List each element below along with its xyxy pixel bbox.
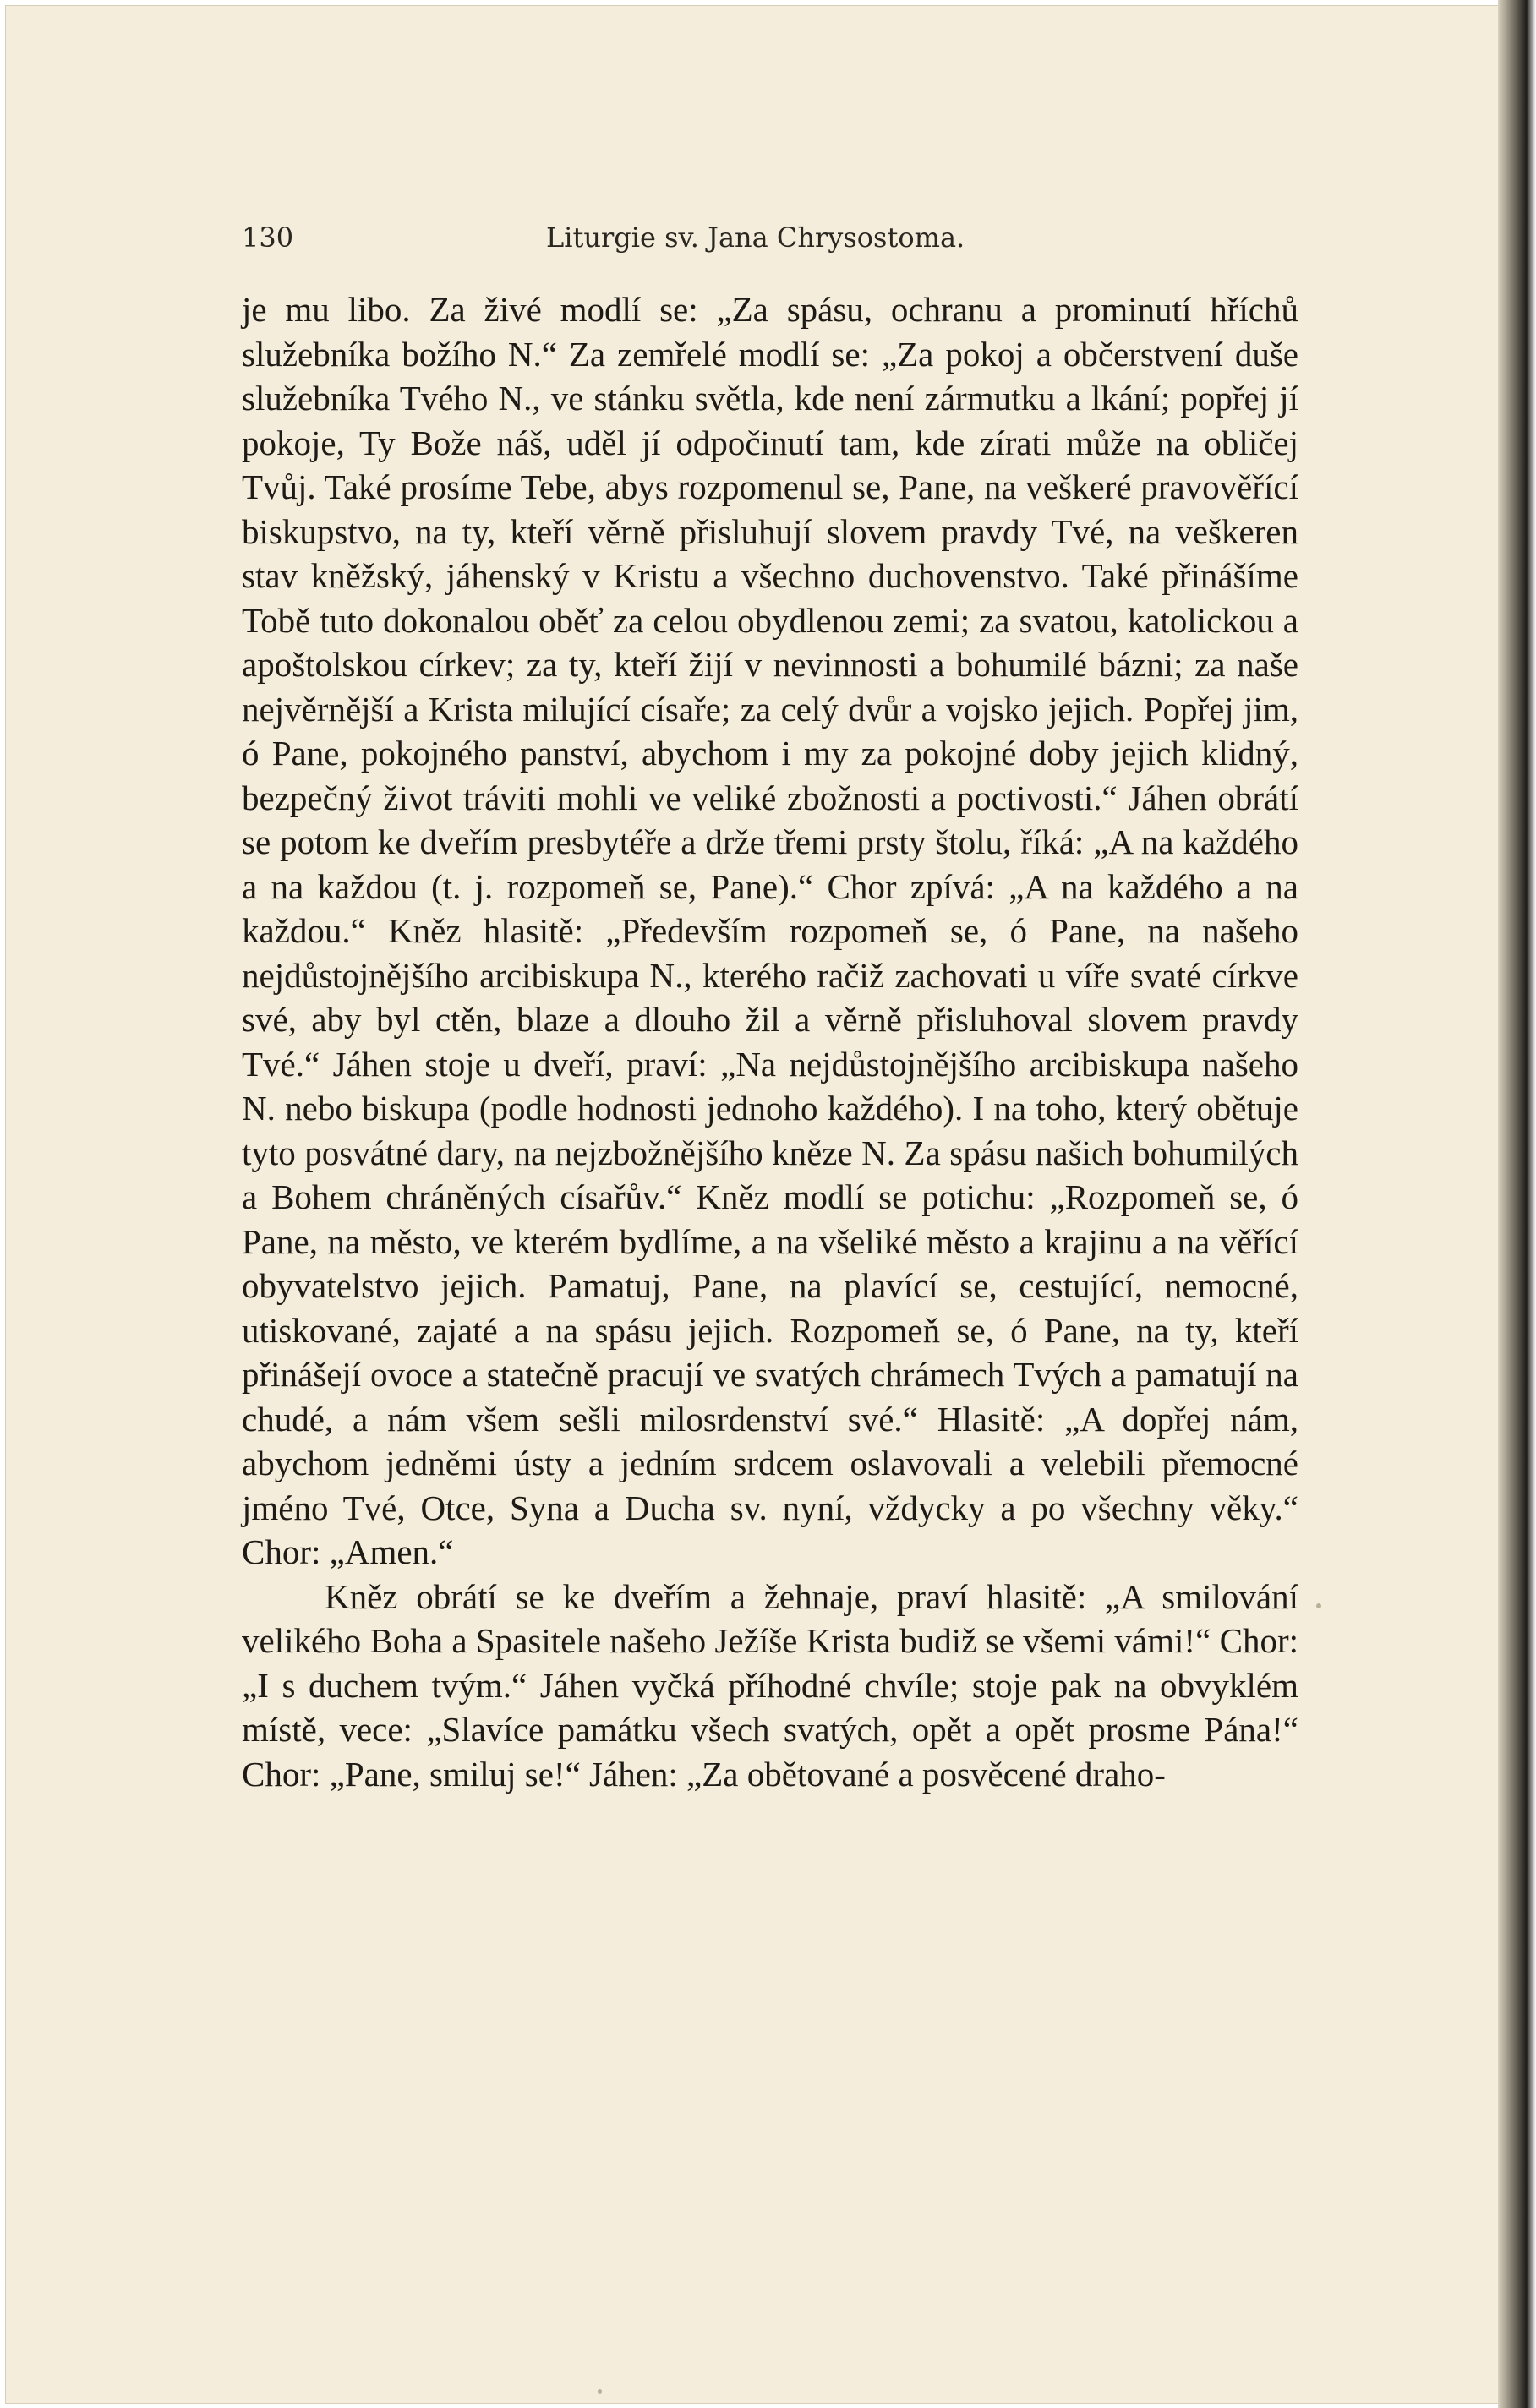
paper-speck: [1316, 1603, 1321, 1608]
book-binding-edge: [1498, 0, 1536, 2408]
paragraph: Kněz obrátí se ke dveřím a žehnaje, praví hlasitě: „A smilování velikého Boha a Spasitele našeho Ježíše Krista budiž se všemi vámi!“ Chor: „I s duchem tvým.“ Jáhen vyčká příhodné chvíle; stoje pak na obvyklém místě, vece: „Slavíce památku všech svatých, opět a opět prosme Pána!“ Chor: „Pane, smiluj se!“ Jáhen: „Za obětované a posvěcené draho-: [242, 1576, 1298, 1794]
paper-speck: [598, 2389, 602, 2394]
paragraph: je mu libo. Za živé modlí se: „Za spásu, ochranu a prominutí hříchů služebníka božího N.“ Za zemřelé modlí se: „Za pokoj a občerstvení duše služebníka Tvého N., ve stánku světla, kde není zármutku a lkání; popřej jí pokoje, Ty Bože náš, uděl jí odpočinutí tam, kde zírati může na obličej Tvůj. Také prosíme Tebe, abys rozpomenul se, Pane, na veškeré pravověřící biskupstvo, na ty, kteří věrně přisluhují slovem pravdy Tvé, na veškeren stav kněžský, jáhenský v Kristu a všechno duchovenstvo. Také přinášíme Tobě tuto dokonalou oběť za celou obydlenou zemi; za svatou, katolickou a apoštolskou církev; za ty, kteří žijí v nevinnosti a bohumilé bázni; za naše nejvěrnější a Krista milující císaře; za celý dvůr a vojsko jejich. Popřej jim, ó Pane, pokojného panství, abychom i my za pokojné doby jejich klidný, bezpečný život tráviti mohli ve veliké zbožnosti a poctivosti.“ Jáhen obrátí se potom ke dveřím presbytéře a drže třemi prsty štolu, říká: „A na každého a na každou (t. j. rozpomeň se, Pane).“ Chor zpívá: „A na každého a na každou.“ Kněz hlasitě: „Především rozpomeň se, ó Pane, na našeho nejdůstojnějšího arcibiskupa N., kterého račiž zachovati u víře svaté církve své, aby byl ctěn, blaze a dlouho žil a věrně přisluhoval slovem pravdy Tvé.“ Jáhen stoje u dveří, praví: „Na nejdůstojnějšího arcibiskupa našeho N. nebo biskupa (podle hodnosti jednoho každého). I na toho, který obětuje tyto posvátné dary, na nejzbožnějšího kněze N. Za spásu našich bohumilých a Bohem chráněných císařův.“ Kněz modlí se potichu: „Rozpomeň se, ó Pane, na město, ve kterém bydlíme, a na všeliké město a krajinu a na věřící obyvatelstvo jejich. Pamatuj, Pane, na plavící se, cestující, nemocné, utiskované, zajaté a na spásu jejich. Rozpomeň se, ó Pane, na ty, kteří přinášejí ovoce a statečně pracují ve svatých chrámech Tvých a pamatují na chudé, a nám všem sešli milosrdenství své.“ Hlasitě: „A dopřej nám, abychom jedněmi ústy a jedním srdcem oslavovali a velebili přemocné jméno Tvé, Otce, Syna a Ducha sv. nyní, vždycky a po všechny věky.“ Chor: „Amen.“: [242, 290, 1298, 1571]
page-number: 130: [242, 221, 294, 254]
body-text: [242, 287, 1298, 1796]
running-title: Liturgie sv. Jana Chrysostoma.: [546, 221, 965, 254]
running-header: [242, 221, 1315, 264]
